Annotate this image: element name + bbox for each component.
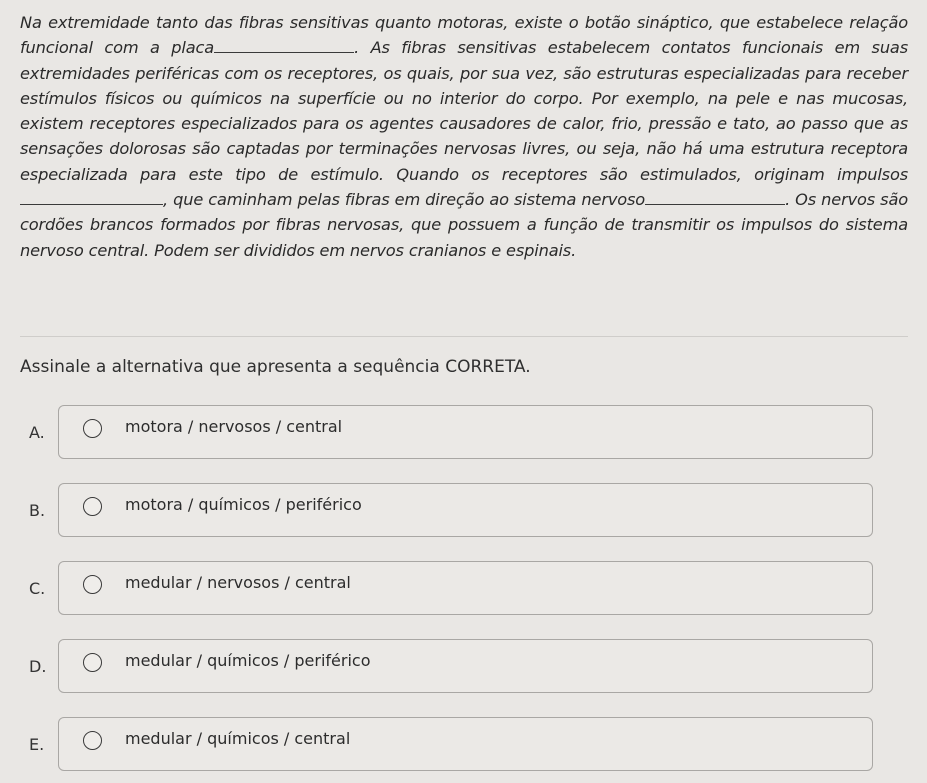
radio-button[interactable] bbox=[83, 497, 102, 516]
divider bbox=[20, 336, 908, 337]
blank-1 bbox=[214, 38, 354, 53]
option-e[interactable] bbox=[29, 717, 873, 771]
option-a[interactable] bbox=[29, 405, 873, 459]
option-letter: A. bbox=[29, 423, 45, 442]
radio-button[interactable] bbox=[83, 731, 102, 750]
passage-segment-3: , que caminham pelas fibras em direção ao sistema nervoso bbox=[163, 190, 646, 210]
option-letter: C. bbox=[29, 579, 46, 598]
passage-paragraph bbox=[20, 10, 908, 263]
option-label: medular / químicos / central bbox=[125, 729, 351, 748]
option-label: medular / nervosos / central bbox=[125, 573, 351, 592]
option-c[interactable] bbox=[29, 561, 873, 615]
option-b[interactable] bbox=[29, 483, 873, 537]
radio-button[interactable] bbox=[83, 419, 102, 438]
option-d[interactable] bbox=[29, 639, 873, 693]
option-label: medular / químicos / periférico bbox=[125, 651, 371, 670]
option-label: motora / químicos / periférico bbox=[125, 495, 362, 514]
option-letter: B. bbox=[29, 501, 46, 520]
radio-button[interactable] bbox=[83, 575, 102, 594]
option-letter: E. bbox=[29, 735, 45, 754]
option-label: motora / nervosos / central bbox=[125, 417, 343, 436]
radio-button[interactable] bbox=[83, 653, 102, 672]
passage-segment-2: . As fibras sensitivas estabelecem contatos funcionais em suas extremidades periféricas com os receptores, os quais, por sua vez, são estruturas especializadas para receber estímulos físicos ou químicos na superfície ou no interior do corpo. Por exemplo, na pele e nas mucosas, existem receptores especializados para os agentes causadores de calor, frio, pressão e tato, ao passo que as sensações dolorosas são captadas por terminações nervosas livres, ou seja, não há uma estrutura receptora especializada para este tipo de estímulo. Quando os receptores são estimulados, originam impulsos bbox=[20, 38, 908, 184]
question-passage bbox=[20, 10, 908, 263]
option-letter: D. bbox=[29, 657, 47, 676]
passage-segment-1: Na extremidade tanto das fibras sensitivas quanto motoras, existe o botão sináptico, que estabelece relação funcional com a placa bbox=[20, 13, 908, 58]
passage-segment-4: . Os nervos são cordões brancos formados por fibras nervosas, que possuem a função de transmitir os impulsos do sistema nervoso central. Podem ser divididos em nervos cranianos e espinais. bbox=[20, 190, 908, 260]
blank-2 bbox=[20, 190, 163, 205]
blank-3 bbox=[645, 190, 785, 205]
question-prompt: Assinale a alternativa que apresenta a sequência CORRETA. bbox=[20, 357, 531, 377]
